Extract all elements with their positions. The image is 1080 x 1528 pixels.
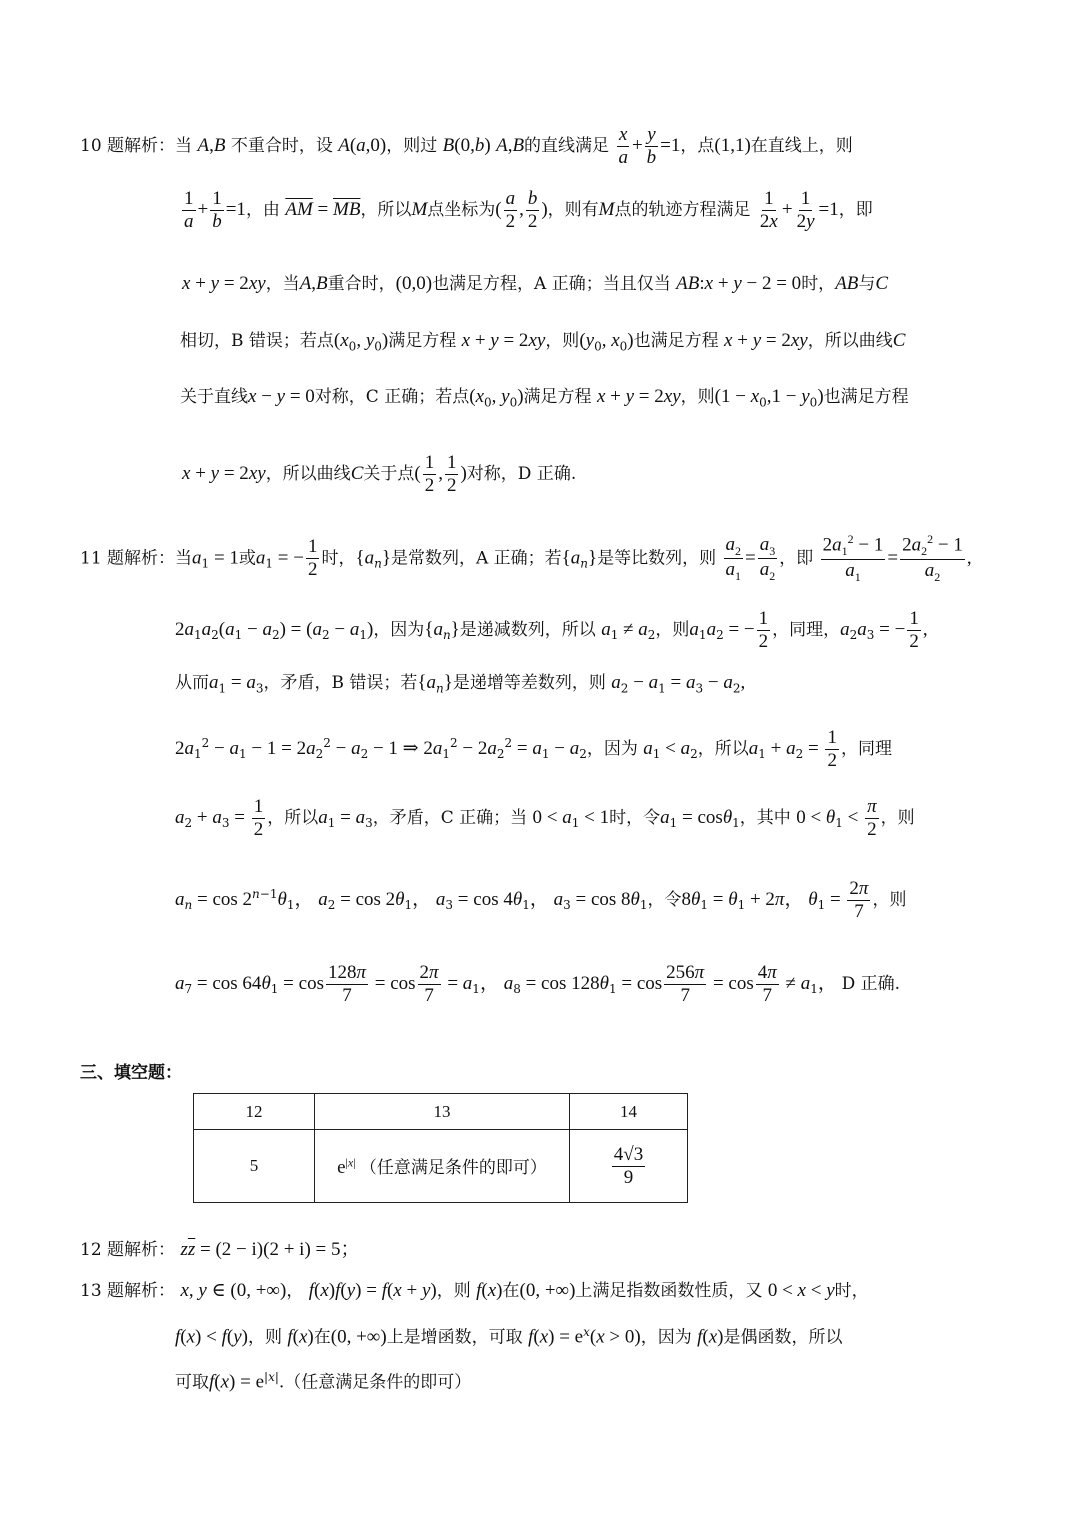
- answer-14: [570, 1130, 688, 1203]
- q10-line-6: x + y = 2xy，所以曲线C关于点( $\frac{1}{2}$ , $\frac{1}{2}$ )对称，D 正确.: [182, 452, 577, 496]
- fraction: $\frac{2a_2^2 - 1}{a_2}$: [902, 532, 963, 584]
- fraction: $\frac{2a_1^2 - 1}{a_1}$: [822, 532, 884, 584]
- answer-header-13: 13: [315, 1094, 570, 1130]
- fraction: $\frac{256\pi}{7}$: [666, 962, 705, 1006]
- q13-line-3: 可取$f(x) = e^{|x|}$.（任意满足条件的即可）: [175, 1370, 472, 1393]
- fraction: $\frac{1}{2}$: [424, 452, 435, 496]
- q11-line-5: $a_2 + a_3$ = $\frac{1}{2}$ ，所以$a_1 = a_3$，矛盾，C 正确；当 $0 < a_1 < 1$时，令$a_1 = \cos\theta_1$，其中 $0 < \theta_1$ < $\frac{\pi}{2}$ ，则: [175, 796, 915, 840]
- fraction: $\frac{1}{2}$: [253, 796, 264, 840]
- fraction: $\frac{4√3}{9}$: [613, 1143, 644, 1188]
- q11-line-3: 从而$a_1 = a_3$，矛盾，B 错误；若$\{a_n\}$是递增等差数列，则 $a_2 - a_1 = a_3 - a_2$,: [175, 672, 746, 696]
- fraction: $\frac{\pi}{2}$: [867, 796, 877, 840]
- q10-line-3: x + y = 2xy，当A,B重合时，(0,0)也满足方程，A 正确；当且仅当 AB:x + y − 2 = 0时，AB与C: [182, 273, 889, 294]
- fraction: $\frac{a}{2}$: [505, 188, 516, 232]
- fraction: $\frac{x}{a}$: [618, 124, 628, 168]
- q10-line-4: 相切，B 错误；若点($x_0$, $y_0$)满足方程 x + y = 2xy，则($y_0$, $x_0$)也满足方程 x + y = 2xy，所以曲线C: [180, 330, 906, 354]
- fraction: $\frac{1}{b}$: [212, 188, 222, 232]
- q10-line-5: 关于直线x − y = 0对称，C 正确；若点($x_0$, $y_0$)满足方程 x + y = 2xy，则$(1 - x_0,1 - y_0)$也满足方程: [180, 386, 909, 410]
- fraction: $\frac{a_3}{a_2}$: [759, 533, 776, 584]
- fraction: $\frac{1}{2}$: [307, 536, 318, 581]
- q11-line-4: $2a_1^2 - a_1 - 1 = 2a_2^2 - a_2 - 1$ ⇒ $2a_1^2 - 2a_2^2 = a_1 - a_2$，因为 $a_1 < a_2$，所以$a_1 + a_2$ = $\frac{1}{2}$ ，同理: [175, 727, 892, 771]
- fraction: $\frac{4\pi}{7}$: [757, 962, 777, 1006]
- answer-header-12: 12: [194, 1094, 315, 1130]
- fraction: $\frac{1}{2}$: [758, 608, 769, 652]
- q13-line-2: f(x) < f(y)，则 f(x)在(0, +∞)上是增函数，可取 $f(x) = e^x(x > 0)$，因为 f(x)是偶函数，所以: [175, 1325, 843, 1348]
- q13-label: 13 题解析：: [80, 1281, 176, 1301]
- q11-label: 11 题解析：: [80, 548, 176, 569]
- fraction: $\frac{1}{2}$: [827, 727, 837, 771]
- q11-line-6: $a_n = \cos 2^{n-1}\theta_1$， $a_2 = \cos 2\theta_1$， $a_3 = \cos 4\theta_1$， $a_3 = \cos 8\theta_1$，令$8\theta_1 = \theta_1 + 2\pi$， $\theta_1$ = $\frac{2\pi}{7}$ ，则: [175, 878, 907, 922]
- q12-line-1: 12 题解析： $z\overline{z} = (2 - i)(2 + i) = 5$；: [80, 1239, 360, 1260]
- q11-line-2: $2a_1a_2(a_1 - a_2) = (a_2 - a_1)$，因为$\{a_n\}$是递减数列，所以 $a_1 \ne a_2$，则$a_1a_2$ = − $\frac{1}{2}$ ，同理，$a_2a_3$ = − $\frac{1}{2}$ ,: [175, 608, 928, 652]
- answer-header-14: 14: [570, 1094, 688, 1130]
- fraction: $\frac{y}{b}$: [646, 124, 657, 168]
- fraction: $\frac{1}{2y}$: [796, 188, 815, 232]
- fraction: $\frac{1}{2}$: [909, 608, 919, 652]
- fraction: $\frac{1}{a}$: [184, 188, 194, 232]
- answer-12: 5: [194, 1130, 315, 1203]
- q12-label: 12 题解析：: [80, 1240, 176, 1260]
- fraction: $\frac{1}{2x}$: [759, 188, 778, 232]
- answer-table: [193, 1093, 688, 1203]
- q11-line-7: $a_7 = \cos 64\theta_1 = \cos$ $\frac{128\pi}{7}$ = cos $\frac{2\pi}{7}$ = $a_1$， $a_8 = \cos 128\theta_1 = \cos$ $\frac{256\pi}{7}$ = cos $\frac{4\pi}{7}$ ≠ $a_1$， D 正确.: [175, 962, 901, 1006]
- fraction: $\frac{b}{2}$: [527, 188, 538, 232]
- fraction: $\frac{1}{2}$: [446, 452, 457, 496]
- q13-line-1: 13 题解析： x, y ∈ (0, +∞)， f(x)f(y) = f(x + y)，则 f(x)在(0, +∞)上满足指数函数性质，又 0 < x < y时，: [80, 1280, 869, 1301]
- fraction: $\frac{2\pi}{7}$: [419, 962, 439, 1006]
- fraction: $\frac{a_2}{a_1}$: [725, 533, 742, 584]
- answer-13: $e^{|x|}$ （任意满足条件的即可）: [315, 1130, 570, 1203]
- fraction: $\frac{128\pi}{7}$: [327, 962, 366, 1006]
- q11-line-1: 11 题解析：当$a_1 = 1$或$a_1$ = − $\frac{1}{2}$ 时，$\{a_n\}$是常数列，A 正确；若$\{a_n\}$是等比数列，则 $\frac{a_2}{a_1}$ = $\frac{a_3}{a_2}$ ，即 $\frac{2a_1^2 - 1}{a_1}$ = $\frac{2a_2^2 - 1}{a_2}$ ,: [80, 532, 972, 584]
- q10-label: 10 题解析：: [80, 135, 176, 156]
- q10-line-2: $\frac{1}{a}$ + $\frac{1}{b}$ =1，由 $\overline{AM} = \overline{MB}$，所以M点坐标为( $\frac{a}{2}$ , $\frac{b}{2}$ )，则有M点的轨迹方程满足 $\frac{1}{2x}$ + $\frac{1}{2y}$ =1，即: [184, 188, 873, 232]
- fraction: $\frac{2\pi}{7}$: [849, 878, 869, 922]
- section-title: 三、填空题：: [80, 1063, 182, 1083]
- q10-line-1: 10 题解析：当 A,B 不重合时，设 A(a,0)，则过 B(0,b) A,B的直线满足 $\frac{x}{a}$ + $\frac{y}{b}$ =1，点(1,1)在直线上，则: [80, 124, 853, 168]
